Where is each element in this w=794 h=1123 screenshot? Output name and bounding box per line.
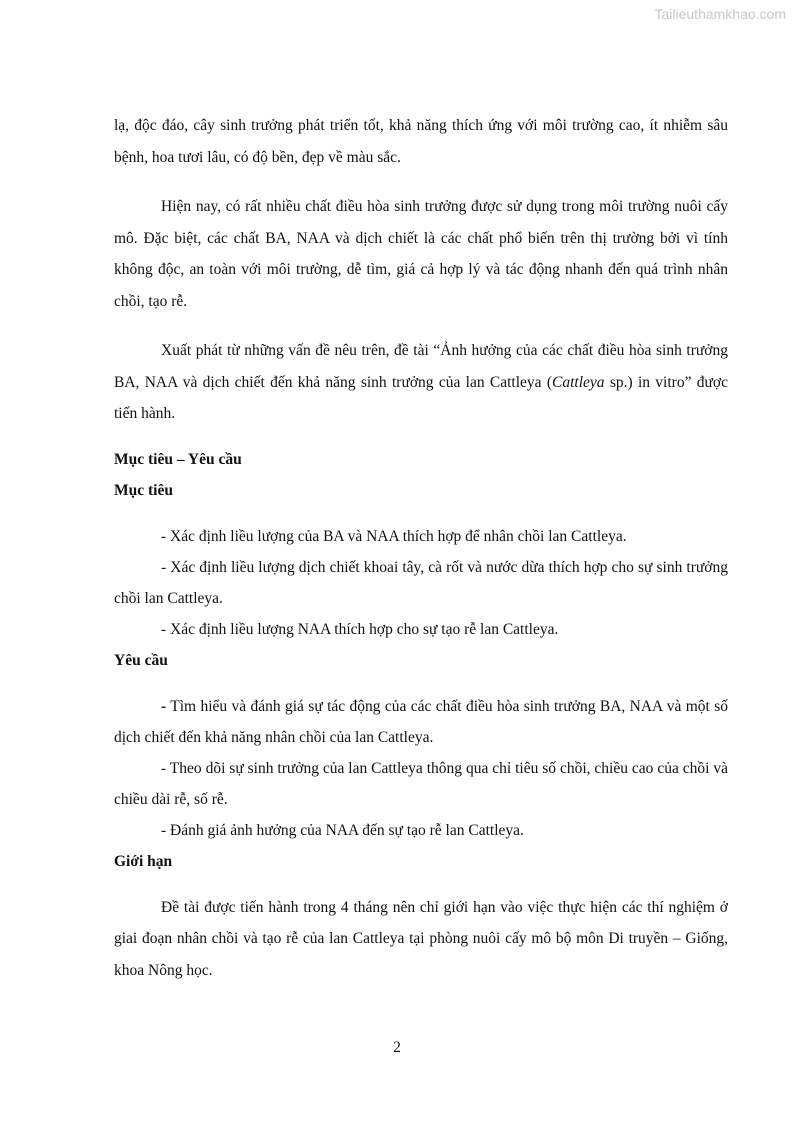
objective-item: - Xác định liều lượng của BA và NAA thích hợp để nhân chồi lan Cattleya.	[161, 527, 627, 545]
paragraph-topic-statement	[114, 335, 728, 430]
objective-item: - Xác định liều lượng dịch chiết khoai tây, cà rốt và nước dừa thích hợp cho sự sinh trưởng chồi lan Cattleya.	[114, 558, 728, 607]
watermark: Tailieuthamkhao.com	[654, 6, 786, 22]
heading-objectives: Mục tiêu	[114, 481, 173, 499]
paragraph-intro-continued: lạ, độc đáo, cây sinh trưởng phát triển tốt, khả năng thích ứng với môi trường cao, ít nhiễm sâu bệnh, hoa tươi lâu, có độ bền, đẹp về màu sắc.	[114, 117, 728, 166]
requirement-text: Tìm hiểu và đánh giá sự tác động của các chất điều hòa sinh trưởng BA, NAA và một số dịch chiết đến khả năng nhân chồi của lan Cattleya.	[114, 697, 728, 746]
topic-genus-italic: Cattleya	[552, 373, 605, 391]
requirement-item: - Theo dõi sự sinh trưởng của lan Cattleya thông qua chỉ tiêu số chồi, chiều cao của chồi và chiều dài rễ, số rễ.	[114, 759, 728, 808]
paragraph-growth-regulators: Hiện nay, có rất nhiều chất điều hòa sinh trưởng được sử dụng trong môi trường nuôi cấy mô. Đặc biệt, các chất BA, NAA và dịch chiết là các chất phổ biến trên thị trường bởi vì tính không độc, an toàn với môi trường, dễ tìm, giá cả hợp lý và tác động nhanh đến quá trình nhân chồi, tạo rễ.	[114, 198, 728, 310]
document-body	[114, 110, 728, 986]
heading-objectives-requirements: Mục tiêu – Yêu cầu	[114, 450, 242, 468]
heading-requirements: Yêu cầu	[114, 651, 168, 669]
requirement-dash: -	[161, 697, 167, 715]
requirement-item	[114, 691, 728, 753]
objective-item: - Xác định liều lượng NAA thích hợp cho sự tạo rễ lan Cattleya.	[161, 620, 559, 638]
topic-text-end: sp.) in vitro” được tiến hành.	[114, 373, 728, 422]
page-number: 2	[393, 1039, 401, 1056]
topic-text-start: Xuất phát từ những vấn đề nêu trên, đề tài “Ảnh hưởng của các chất điều hòa sinh trưởng BA, NAA và dịch chiết đến khả năng sinh trưởng của lan Cattleya (	[114, 342, 728, 391]
heading-limits: Giới hạn	[114, 852, 173, 870]
requirement-item: - Đánh giá ảnh hưởng của NAA đến sự tạo rễ lan Cattleya.	[161, 821, 524, 839]
paragraph-limits: Đề tài được tiến hành trong 4 tháng nên chỉ giới hạn vào việc thực hiện các thí nghiệm ở giai đoạn nhân chồi và tạo rễ của lan Cattleya tại phòng nuôi cấy mô bộ môn Di truyền – Giống, khoa Nông học.	[114, 898, 728, 979]
